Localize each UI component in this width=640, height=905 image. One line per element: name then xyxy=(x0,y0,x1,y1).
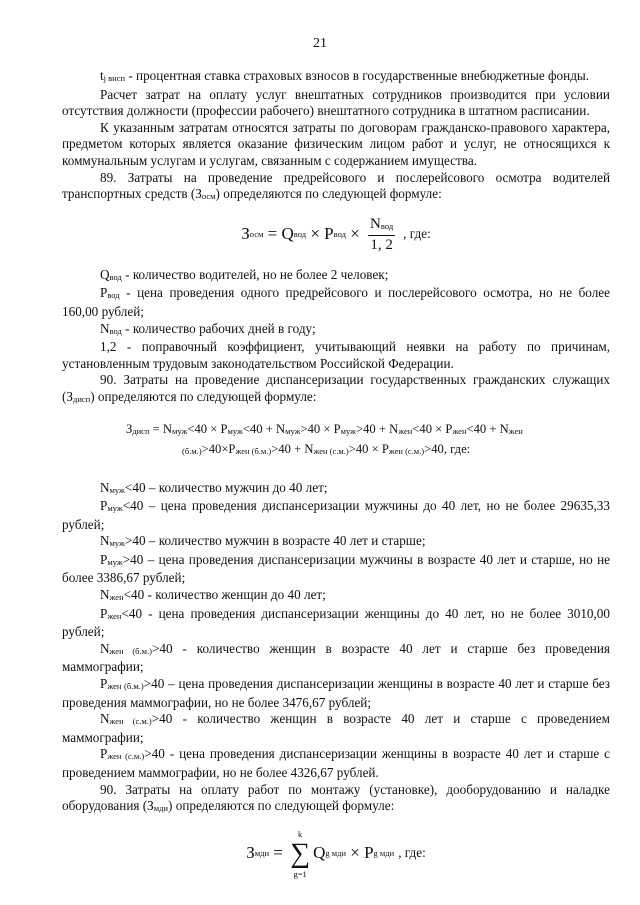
formula-dispensary-line-1 xyxy=(62,420,610,440)
formula-subscript: жен (б.м.) xyxy=(235,445,272,456)
formula-subscript: жен (с.м.) xyxy=(388,445,425,456)
formula-term: >40 × P xyxy=(300,421,341,436)
definition-price-men-under-40: Pмуж<40 – цена проведения диспансеризации мужчины до 40 лет, но не более 29635,33 рублей; xyxy=(62,498,610,532)
definition-men-under-40: Nмуж<40 – количество мужчин до 40 лет; xyxy=(100,479,328,495)
formula-dispensary xyxy=(62,420,610,460)
formula-subscript: жен xyxy=(398,425,413,436)
paragraph-90-installation-heading: 90. Затраты на оплату работ по монтажу (установке), дооборудованию и наладке оборудования (Змди) определяются по следующей формуле: xyxy=(62,781,610,814)
formula-term: <40 + N xyxy=(466,421,509,436)
formula-subscript: (б.м.) xyxy=(182,445,202,456)
formula-subscript: муж xyxy=(285,425,301,436)
page-number: 21 xyxy=(313,36,327,51)
definition-men-40-plus: Nмуж>40 – количество мужчин в возрасте 40 лет и старше; xyxy=(100,533,426,549)
definition-p-exam: Pвод - цена проведения одного предрейсового и послерейсового осмотра, но не более 160,00 рублей; xyxy=(62,285,610,319)
definition-price-women-mammography: Pжен (с.м.)>40 - цена проведения диспансеризации женщины в возрасте 40 лет и старше с проведением маммографии, но не более 4326,67 рублей. xyxy=(62,746,610,780)
paragraph-civil-contracts: К указанным затратам относятся затраты по договорам гражданско-правового характера, предметом которых является оказание физическим лицом работ и услуг, не относящихся к коммунальным услугам и услугам, связанным с содержанием имущества. xyxy=(62,119,610,168)
formula-term: >40 + N xyxy=(271,441,314,456)
formula-term: З xyxy=(126,421,133,436)
definition-price-men-40-plus: Pмуж>40 – цена проведения диспансеризации мужчины в возрасте 40 лет и старше, но не более 3386,67 рублей; xyxy=(62,551,610,586)
formula-term: = N xyxy=(149,421,173,436)
formula-subscript: муж xyxy=(340,425,356,436)
formula-term: >40 + N xyxy=(356,421,399,436)
definition-price-women-no-mammography: Pжен (б.м.)>40 – цена проведения диспансеризации женщины в возрасте 40 лет и старше без проведения маммографии, но не более 3476,67 рублей; xyxy=(62,676,610,710)
formula-term: >40 × P xyxy=(348,441,389,456)
definition-n-days: Nвод - количество рабочих дней в году; xyxy=(100,320,316,336)
definition-price-women-under-40: Pжен<40 - цена проведения диспансеризации женщины до 40 лет, но не более 3010,00 рублей; xyxy=(62,605,610,640)
formula-term: <40 + N xyxy=(242,421,286,436)
formula-term: >40×P xyxy=(201,441,236,456)
document-body xyxy=(62,68,610,893)
formula-subscript: дисп xyxy=(132,425,150,436)
definition-q-drivers: Qвод - количество водителей, но не более 2 человек; xyxy=(100,266,389,282)
formula-subscript: муж xyxy=(172,425,188,436)
formula-fraction: $\frac{\text{Nвод}}{1, 2}$ xyxy=(370,216,394,254)
paragraph-89-heading: 89. Затраты на проведение предрейсового и послерейсового осмотра водителей транспортных средств (Зосм) определяются по следующей формуле: xyxy=(62,169,610,202)
definition-women-40-mammography: Nжен (с.м.)>40 - количество женщин в возрасте 40 лет и старше с проведением маммографии; xyxy=(62,711,610,745)
formula-medical-exam: З осм = Q вод × P вод × $\frac{\text{Nвод}}{1, 2}$ , где: xyxy=(241,216,431,254)
formula-installation: З мди = k ∑ g=1 Q g мди × P g мди , где: xyxy=(246,828,426,879)
formula-term: <40 × P xyxy=(187,421,228,436)
paragraph-tj-definition: tj внсп - процентная ставка страховых взносов в государственные внебюджетные фонды. xyxy=(100,68,590,83)
formula-dispensary-line-2 xyxy=(62,440,610,460)
sum-symbol: k ∑ g=1 xyxy=(290,828,311,879)
definition-women-40-no-mammography: Nжен (б.м.)>40 - количество женщин в возрасте 40 лет и старше без проведения маммографии; xyxy=(62,640,610,675)
formula-subscript: жен (с.м.) xyxy=(313,445,349,456)
paragraph-90-dispensary-heading: 90. Затраты на проведение диспансеризации государственных гражданских служащих (Здисп) определяются по следующей формуле: xyxy=(62,372,610,404)
formula-subscript: жен xyxy=(452,425,467,436)
definition-women-under-40: Nжен<40 - количество женщин до 40 лет; xyxy=(100,587,326,603)
formula-term: >40, где: xyxy=(424,441,471,456)
formula-subscript: жен xyxy=(508,425,523,436)
formula-subscript: муж xyxy=(227,425,243,436)
paragraph-external-staff: Расчет затрат на оплату услуг внештатных сотрудников производится при условии отсутствия должности (профессии рабочего) внештатного сотрудника в штатном расписании. xyxy=(62,86,610,119)
definition-coefficient: 1,2 - поправочный коэффициент, учитывающий неявки на работу по причинам, установленным трудовым законодательством Российской Федерации. xyxy=(62,339,610,371)
formula-term: <40 × P xyxy=(412,421,453,436)
